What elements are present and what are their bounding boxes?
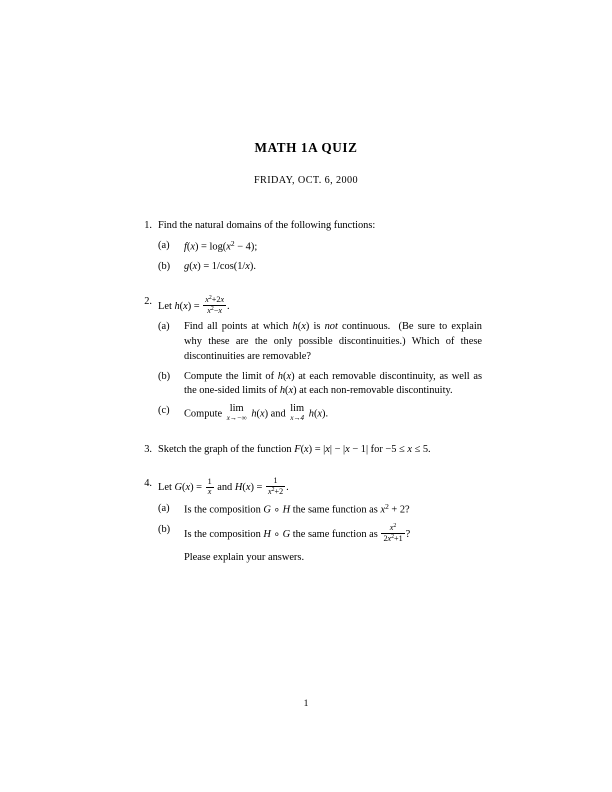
fraction-h: $\frac{x^2+2x}{x^2-x}$ <box>205 294 225 315</box>
problem-number: 2. <box>144 296 152 308</box>
problem-number: 3. <box>144 443 152 455</box>
part-label: (a) <box>158 239 170 251</box>
explain-note: Please explain your answers. <box>184 551 305 563</box>
fraction-one-over-x2-plus-2: $\frac{1}{x^2+2}$ <box>267 476 284 496</box>
part-label: (b) <box>158 370 171 382</box>
problem-number: 4. <box>144 478 152 490</box>
problem-parts <box>158 502 482 544</box>
problem-stem: Let h(x) = $\frac{x^2+2x}{x^2-x}$ . <box>158 294 230 315</box>
problem-part: (a) Find all points at which h(x) is not continuous. (Be sure to explain why these are the only possible discontinuities.) Which of these discontinuities are removable? <box>158 321 482 362</box>
limit-four: lim x→4 <box>290 403 305 423</box>
problem-4 <box>132 477 482 565</box>
fraction-one-over-x: $\frac{1}{x}$ <box>207 477 212 496</box>
part-label: (a) <box>158 321 170 333</box>
part-math: g <box>184 261 190 273</box>
fraction-x2-over-2x2-plus-1: $\frac{x^2}{2x^2+1}$ <box>383 523 403 543</box>
problem-part: (a) Is the composition G ∘ H the same function as $x^2 + 2$? <box>158 501 410 516</box>
problem-list <box>132 219 482 576</box>
problem-part: (b) Is the composition H ∘ G the same function as $\frac{x^2}{2x^2+1}$ ? <box>158 523 411 543</box>
page-number: 1 <box>303 698 309 709</box>
part-label: (b) <box>158 261 171 273</box>
part-math: f <box>184 241 187 253</box>
problem-part: (c) Compute lim x→−∞ h(x) and lim x→4 h(x). <box>158 403 329 423</box>
part-label: (c) <box>158 405 170 417</box>
limit-negative-infinity: lim x→−∞ <box>226 403 247 423</box>
problem-stem: Sketch the graph of the function F(x) = |x| − |x − 1| for −5 ≤ x ≤ 5. <box>158 443 431 455</box>
problem-3 <box>132 443 482 458</box>
problem-2 <box>132 295 482 422</box>
part-label: (b) <box>158 524 171 536</box>
problem-part: (b) g(x) = 1/cos(1/x). <box>158 260 482 275</box>
problem-stem: Find the natural domains of the following functions: <box>158 220 376 231</box>
page-subtitle: FRIDAY, OCT. 6, 2000 <box>253 175 359 186</box>
problem-part: (b) Compute the limit of h(x) at each removable discontinuity, as well as the one-sided limits of h(x) at each non-removable discontinuity. <box>158 370 482 397</box>
problem-parts <box>158 239 482 275</box>
page-title: MATH 1A QUIZ <box>254 140 358 155</box>
problem-stem: Let G(x) = $\frac{1}{x}$ and H(x) = $\frac{1}{x^2+2}$ . <box>158 476 289 496</box>
problem-1 <box>132 219 482 275</box>
problem-number: 1. <box>144 220 152 231</box>
problem-parts <box>158 320 482 422</box>
part-label: (a) <box>158 502 170 514</box>
problem-part: (a) $f(x) = \log(x^2 - 4)$; <box>158 238 258 253</box>
